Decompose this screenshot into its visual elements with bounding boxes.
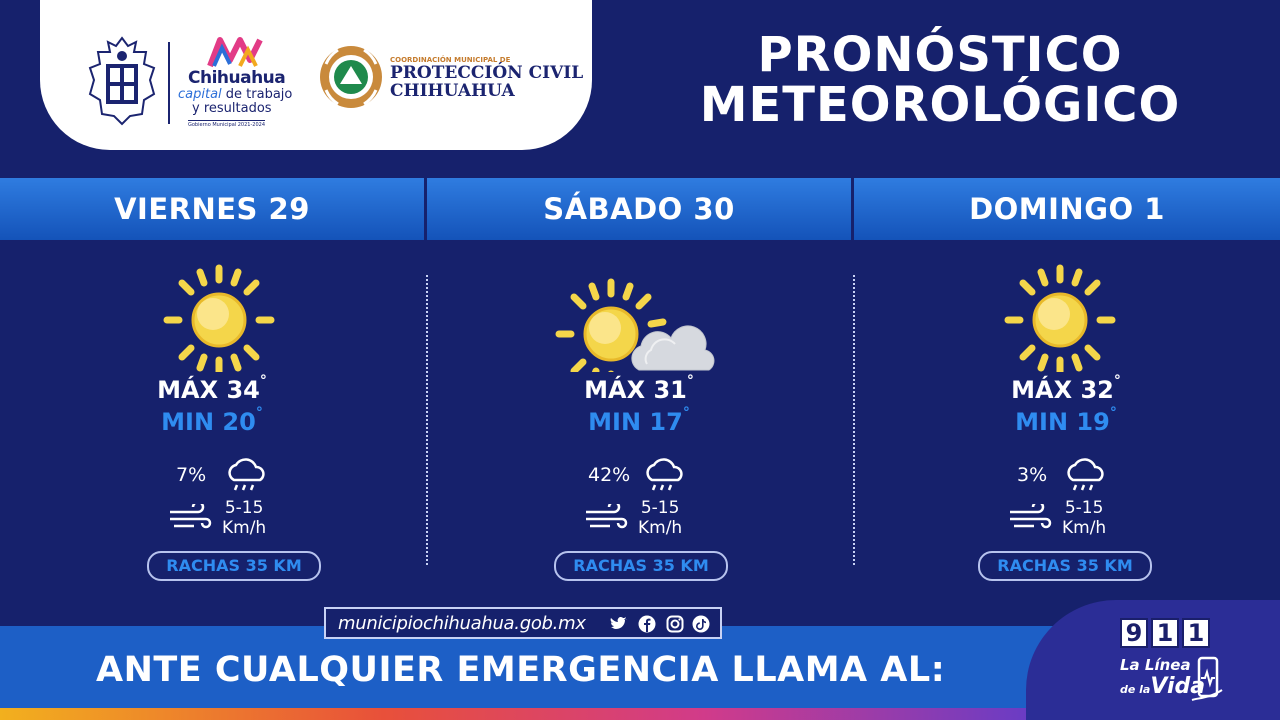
degree-symbol: ° [1109,405,1117,421]
min-temperature [427,405,851,436]
linea-text-3: Vida [1150,674,1206,699]
rain-cloud-icon [1063,458,1107,494]
sun-icon [0,262,424,372]
wind-row [584,498,704,542]
wind-row [168,498,288,542]
rain-chance: 3% [1017,464,1048,486]
emergency-digit: 9 [1120,618,1148,648]
proteccion-civil-line1: PROTECCIÓN CIVIL [390,63,584,83]
chihuahua-tagline [178,87,292,102]
website-link[interactable]: municipiochihuahua.gob.mx [338,613,586,634]
min-temperature-value: MIN 20 [161,408,256,436]
day-forecast-2 [427,250,851,590]
wind-unit: Km/h [1062,518,1107,538]
max-temperature-value: MÁX 31 [584,376,687,404]
proteccion-civil-emblem-icon [318,44,384,110]
max-temperature-value: MÁX 34 [157,376,260,404]
twitter-icon[interactable] [610,615,628,633]
wind-icon [168,504,212,532]
wind-speed [638,498,682,538]
chihuahua-tagline-accent: capital [178,87,222,102]
chihuahua-mark-icon [206,36,266,68]
city-crest-icon [84,34,160,126]
min-temperature [854,405,1278,436]
degree-symbol: ° [686,373,694,389]
rain-cloud-icon [642,458,686,494]
wind-range: 5-15 [224,498,264,518]
day-forecast-1 [0,250,424,590]
proteccion-civil-text [390,56,583,100]
rain-cloud-icon [224,458,268,494]
chihuahua-logo [178,36,293,128]
phone-icon [1190,654,1224,704]
day-header-1: VIERNES 29 [0,178,424,240]
min-temperature-value: MIN 19 [1015,408,1110,436]
logo-divider [168,42,170,124]
emergency-number[interactable] [1120,618,1213,648]
page-title [640,27,1240,133]
rain-chance-row [176,458,276,494]
emergency-text: ANTE CUALQUIER EMERGENCIA LLAMA AL: [96,650,946,690]
sun-icon [854,262,1278,372]
degree-symbol: ° [255,405,263,421]
proteccion-civil-coordination: COORDINACIÓN MUNICIPAL DE [390,56,511,64]
wind-range: 5-15 [640,498,680,518]
day-header-3: DOMINGO 1 [854,178,1280,240]
wind-unit: Km/h [638,518,683,538]
wind-unit: Km/h [222,518,267,538]
wind-speed [222,498,266,538]
degree-symbol: ° [1113,373,1121,389]
wind-range: 5-15 [1064,498,1104,518]
gusts-badge: RACHAS 35 KM [978,551,1152,581]
sun-cloud-icon [427,262,851,372]
title-line-2: METEOROLÓGICO [699,77,1181,133]
logo-card [40,0,592,150]
max-temperature [0,373,424,404]
rain-chance: 7% [176,464,207,486]
min-temperature [0,405,424,436]
day-forecast-3 [854,250,1278,590]
wind-speed [1062,498,1106,538]
linea-text-1: La Línea [1120,656,1191,674]
rain-chance-row [1017,458,1117,494]
instagram-icon[interactable] [666,615,684,633]
gusts-badge: RACHAS 35 KM [147,551,321,581]
chihuahua-tagline-rest: de trabajo [221,87,293,102]
gusts-badge: RACHAS 35 KM [554,551,728,581]
proteccion-civil-line2: CHIHUAHUA [390,81,515,101]
day-header-2: SÁBADO 30 [427,178,851,240]
facebook-icon[interactable] [638,615,656,633]
chihuahua-name: Chihuahua [188,68,286,88]
max-temperature [427,373,851,404]
degree-symbol: ° [259,373,267,389]
emergency-digit: 1 [1182,618,1210,648]
chihuahua-tagline-2: y resultados [192,101,272,116]
title-line-1: PRONÓSTICO [757,27,1123,83]
wind-row [1008,498,1128,542]
max-temperature [854,373,1278,404]
wind-icon [584,504,628,532]
website-box[interactable] [324,607,722,639]
max-temperature-value: MÁX 32 [1011,376,1114,404]
rain-chance: 42% [588,464,631,486]
linea-text-2: de la [1120,683,1151,696]
rain-chance-row [588,458,698,494]
emergency-digit: 1 [1151,618,1179,648]
tiktok-icon[interactable] [692,615,710,633]
degree-symbol: ° [682,405,690,421]
chihuahua-government-period: Gobierno Municipal 2021-2024 [188,122,266,128]
min-temperature-value: MIN 17 [588,408,683,436]
wind-icon [1008,504,1052,532]
